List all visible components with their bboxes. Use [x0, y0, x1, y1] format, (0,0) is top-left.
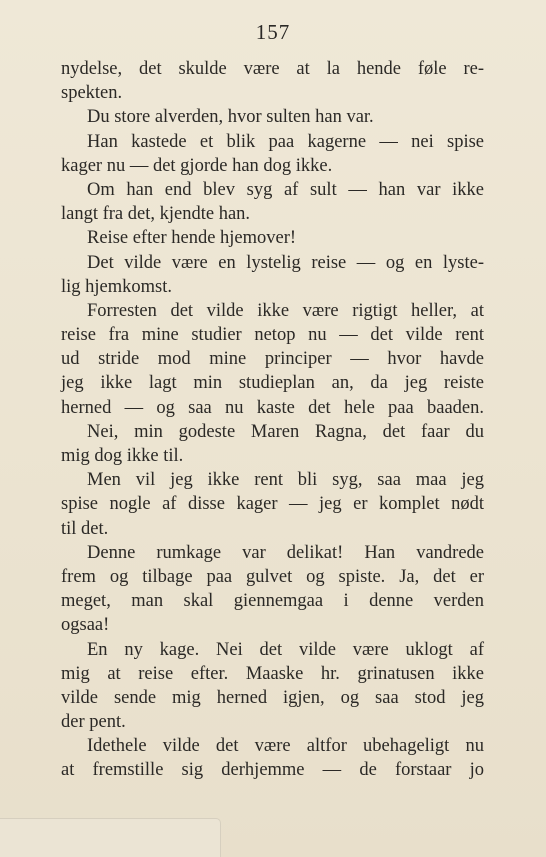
- text-line: reise fra mine studier netop nu — det vilde rent: [61, 325, 484, 346]
- text-line: Men vil jeg ikke rent bli syg, saa maa jeg: [87, 470, 484, 491]
- text-line: En ny kage. Nei det vilde være uklogt af: [87, 639, 484, 660]
- text-line: spise nogle af disse kager — jeg er komplet nødt: [61, 494, 484, 515]
- body-text: [61, 57, 484, 783]
- text-line: lig hjemkomst.: [61, 276, 172, 297]
- page-number: 157: [255, 20, 291, 44]
- text-line: nydelse, det skulde være at la hende føle re-: [61, 59, 484, 79]
- text-line: vilde sende mig herned igjen, og saa stod jeg: [61, 687, 484, 708]
- text-line: Du store alverden, hvor sulten han var.: [87, 107, 374, 128]
- text-line: Forresten det vilde ikke være rigtigt heller, at: [87, 300, 484, 321]
- text-line: ogsaa!: [61, 615, 110, 636]
- text-line: Idethele vilde det være altfor ubehageligt nu: [87, 736, 484, 757]
- text-line: langt fra det, kjendte han.: [61, 204, 251, 225]
- text-line: at fremstille sig derhjemme — de forstaar jo: [61, 760, 484, 781]
- text-line: Nei, min godeste Maren Ragna, det faar du: [87, 421, 484, 442]
- text-line: meget, man skal giennemgaa i denne verden: [61, 591, 484, 612]
- text-line: Denne rumkage var delikat! Han vandrede: [87, 542, 484, 563]
- text-line: herned — og saa nu kaste det hele paa baaden.: [61, 397, 484, 418]
- text-line: kager nu — det gjorde han dog ikke.: [61, 155, 333, 176]
- text-line: Om han end blev syg af sult — han var ikke: [87, 179, 484, 200]
- text-line: frem og tilbage paa gulvet og spiste. Ja, det er: [61, 566, 484, 587]
- text-line: spekten.: [61, 83, 123, 104]
- text-line: til det.: [61, 518, 109, 539]
- text-line: mig dog ikke til.: [61, 446, 184, 466]
- text-line: mig at reise efter. Maaske hr. grinatusen ikke: [61, 663, 484, 684]
- text-line: Han kastede et blik paa kagerne — nei spise: [87, 131, 484, 152]
- text-line: Reise efter hende hjemover!: [87, 228, 297, 249]
- text-line: ud stride mod mine principer — hvor havde: [61, 349, 484, 370]
- text-line: Det vilde være en lystelig reise — og en lyste-: [87, 252, 484, 273]
- text-line: jeg ikke lagt min studieplan an, da jeg reiste: [61, 373, 484, 394]
- text-line: der pent.: [61, 712, 126, 733]
- page-edge-mark: [0, 818, 221, 857]
